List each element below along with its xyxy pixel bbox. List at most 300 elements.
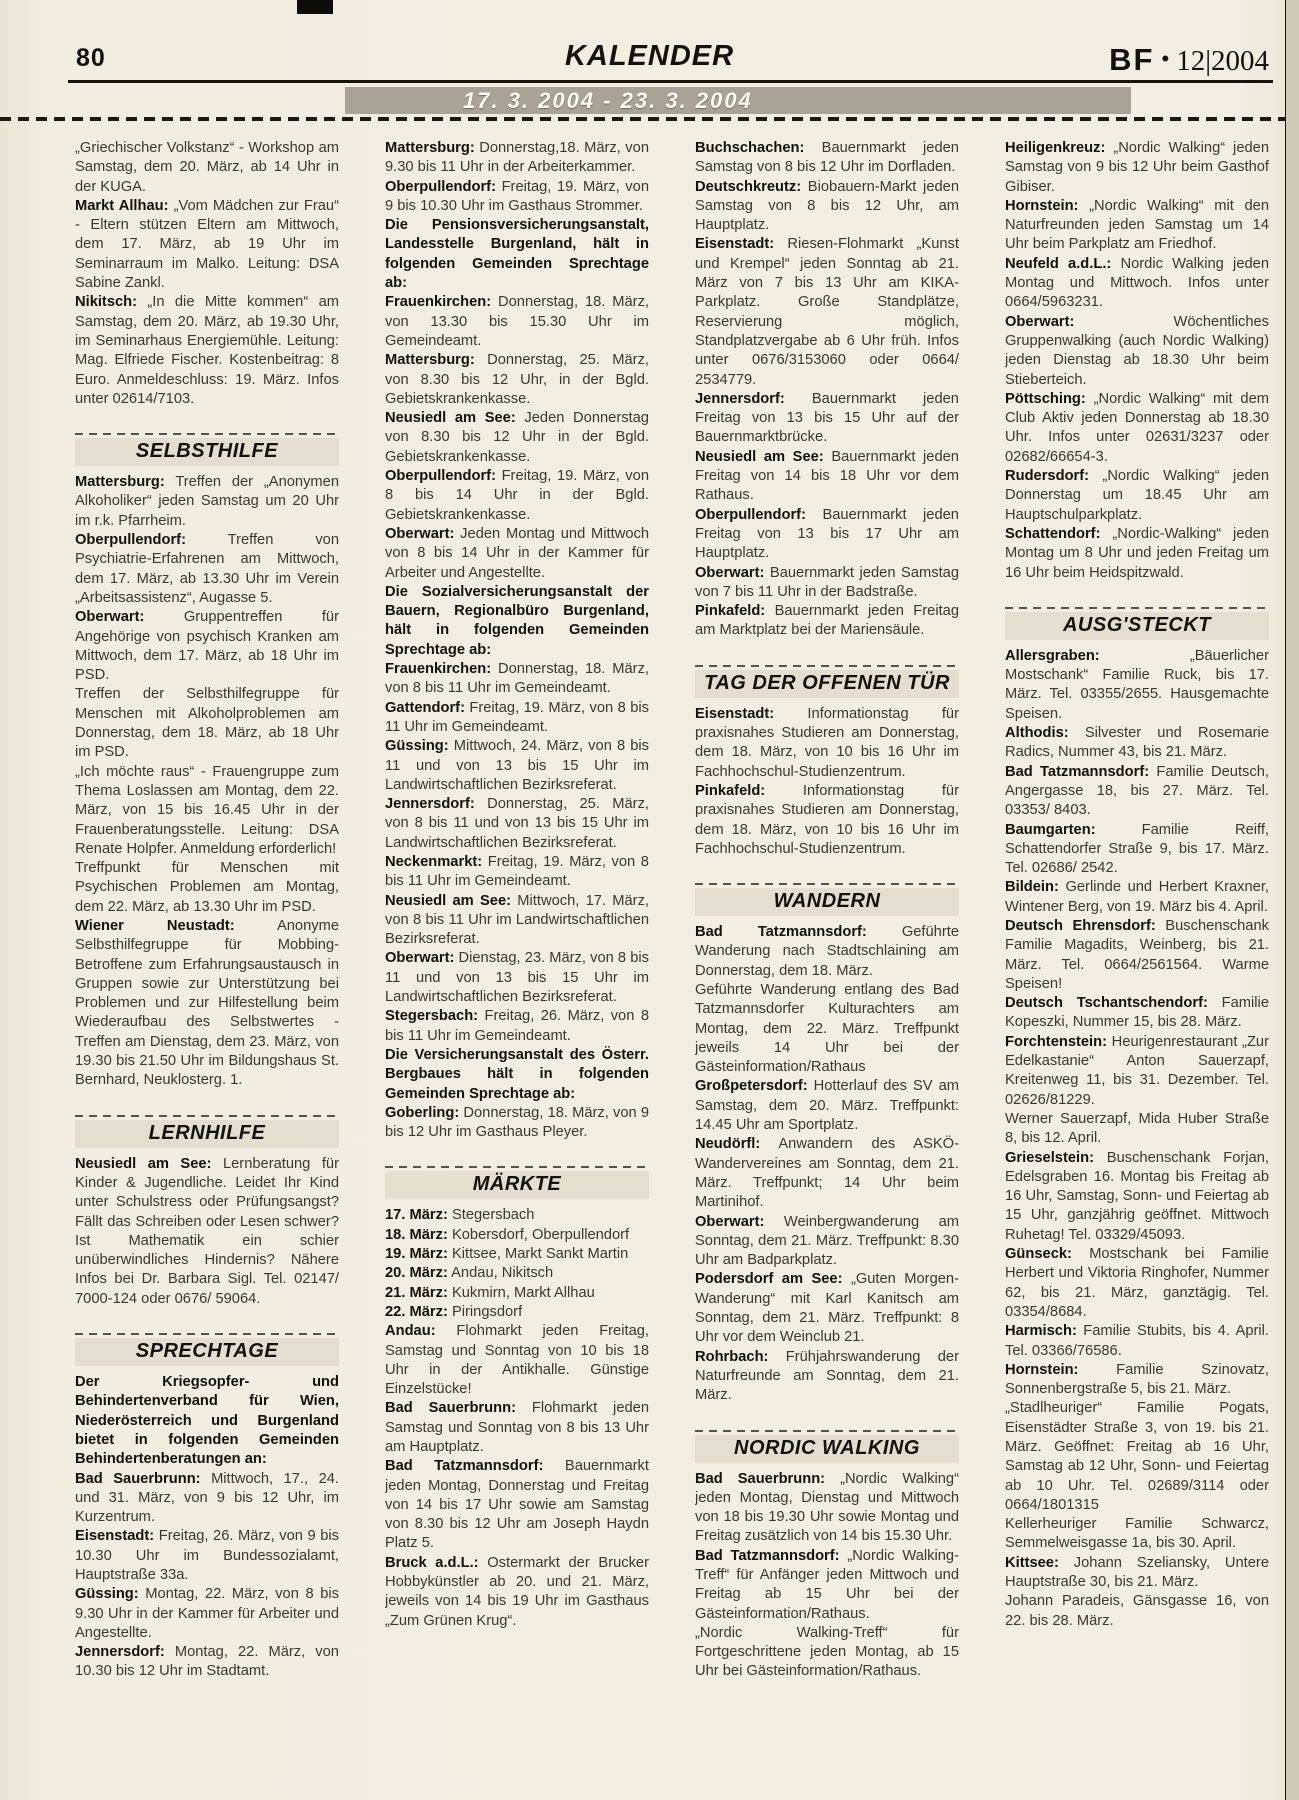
entry-location: Neusiedl am See: [385, 410, 516, 427]
entry-location: Bad Tatzmannsdorf: [695, 924, 867, 941]
entry-location: 20. März: [385, 1265, 448, 1282]
entry-text: Freitag, 19. März, von 8 bis 11 Uhr im Gemeindeamt. [385, 853, 649, 890]
entry-location: Frauenkirchen: [385, 294, 492, 311]
entry-text: „Nordic Walking“ jeden Donnerstag um 18.45 Uhr am Hauptschulparkplatz. [1005, 468, 1269, 523]
calendar-entry [75, 197, 339, 293]
date-range: 17. 3. 2004 - 23. 3. 2004 [463, 88, 753, 113]
entry-location: 22. März: [385, 1303, 448, 1320]
entry-text: Frühjahrswanderung der Naturfreunde am Sonntag, dem 21. März. [695, 1348, 959, 1404]
entry-text: Dienstag, 23. März, von 8 bis 11 und von 13 bis 15 Uhr im Landwirtschaftlichen Bezirksreferat. [385, 950, 649, 1006]
entry-location: Rudersdorf: [1005, 468, 1090, 485]
calendar-entry [695, 139, 959, 178]
entry-location: Wiener Neustadt: [75, 917, 235, 934]
entry-text: Familie Deutsch, Angergasse 18, bis 27. März. Tel. 03353/ 8403. [1005, 763, 1269, 819]
calendar-entry [75, 1643, 339, 1682]
entry-text: Die Sozialversicherungsanstalt der Bauern, Regionalbüro Burgenland, hält in folgenden Gemeinden Sprechtage ab: [385, 583, 649, 658]
calendar-entry [695, 1547, 959, 1624]
calendar-entry [1005, 1149, 1269, 1245]
calendar-entry [695, 1624, 959, 1682]
entry-text: Weinbergwanderung am Sonntag, dem 21. März. Treffpunkt: 8.30 Uhr am Badparkplatz. [695, 1213, 959, 1269]
calendar-entry [695, 782, 959, 859]
entry-text: „Nordic Walking“ mit den Naturfreunden jeden Samstag um 14 Uhr beim Parkplatz am Friedhof. [1005, 197, 1269, 253]
calendar-entry [385, 583, 649, 660]
entry-location: Schattendorf: [1005, 525, 1101, 542]
calendar-entry [385, 1399, 649, 1457]
calendar-entry [1005, 390, 1269, 467]
calendar-entry [1005, 821, 1269, 879]
calendar-entry [1005, 1592, 1269, 1631]
calendar-entry [75, 763, 339, 859]
entry-text: Anonyme Selbsthilfegruppe für Mobbing-Betroffene zum Erfahrungsaustausch in Gruppen sowie zur Unterstützung bei Problemen und zur Hilfestellung beim Wiederaufbau des Selbstwertes - Treffen am Dienstag, dem 23. März, von 19.30 bis 21.50 Uhr im Bildungshaus St. Bernhard, Neuklosterg. 1. [75, 917, 339, 1089]
entry-text: Bauernmarkt jeden Montag, Donnerstag und Freitag von 14 bis 17 Uhr sowie am Samstag von 8.30 bis 12 Uhr am Joseph Haydn Platz 5. [385, 1458, 649, 1552]
calendar-entry [1005, 1554, 1269, 1593]
entry-location: Eisenstadt: [75, 1528, 155, 1545]
entry-text: Die Versicherungsanstalt des Österr. Bergbaues hält in folgenden Gemeinden Sprechtage ab: [385, 1046, 649, 1102]
calendar-entry [1005, 1033, 1269, 1110]
entry-text: Heurigenrestaurant „Zur Edelkastanie“ Anton Sauerzapf, Kreitenweg 11, bis 31. Dezember. Tel. 02626/81229. [1005, 1033, 1269, 1108]
calendar-entry [1005, 878, 1269, 917]
calendar-entry [695, 178, 959, 236]
entry-text: Kobersdorf, Oberpullendorf [451, 1226, 630, 1243]
entry-text: Treffen von Psychiatrie-Erfahrenen am Mittwoch, dem 17. März, ab 13.30 Uhr im Verein „Arbeitsassistenz“, Augasse 5. [75, 532, 339, 606]
calendar-entry [1005, 1361, 1269, 1400]
entry-location: Oberwart: [695, 1213, 765, 1230]
entry-text: Donnerstag, 25. März, von 8 bis 11 und von 13 bis 15 Uhr im Landwirtschaftlichen Bezirksreferat. [385, 796, 649, 851]
entry-text: Geführte Wanderung entlang des Bad Tatzmannsdorfer Kulturachters am Montag, dem 22. März. Treffpunkt jeweils 14 Uhr bei der Gästeinformation/Rathaus [695, 981, 959, 1076]
entry-text: Donnerstag,18. März, von 9.30 bis 11 Uhr in der Arbeiterkammer. [385, 140, 649, 176]
section-heading [695, 1430, 959, 1463]
section-bar [695, 670, 959, 698]
calendar-entry [695, 1270, 959, 1347]
entry-location: Gattendorf: [385, 699, 465, 716]
entry-text: „Nordic Walking-Treff“ für Anfänger jeden Mittwoch und Freitag ab 15 Uhr bei der Gästeinformation/Rathaus. [695, 1547, 959, 1622]
entry-text: Nordic Walking jeden Montag und Mittwoch. Infos unter 0664/5963231. [1005, 255, 1269, 311]
section-title: AUSG'STECKT [1062, 613, 1212, 636]
calendar-entry [385, 139, 649, 178]
calendar-entry [385, 892, 649, 950]
calendar-entry [1005, 197, 1269, 255]
calendar-entry [385, 351, 649, 409]
entry-location: Heiligenkreuz: [1005, 140, 1106, 156]
calendar-entry [385, 467, 649, 525]
entry-text: Familie Stubits, bis 4. April. Tel. 03366/76586. [1005, 1323, 1269, 1359]
entry-text: Freitag, 26. März, von 9 bis 10.30 Uhr im Bundessozialamt, Hauptstraße 33a. [75, 1528, 339, 1583]
entry-text: Piringsdorf [451, 1303, 523, 1320]
entry-location: Großpetersdorf: [695, 1078, 808, 1095]
calendar-entry [695, 602, 959, 641]
text-column [695, 139, 959, 1794]
entry-location: Bad Sauerbrunn: [385, 1400, 516, 1417]
section-heading [75, 1333, 339, 1366]
entry-text: Donnerstag, 18. März, von 9 bis 12 Uhr im Gasthaus Pleyer. [385, 1104, 649, 1141]
entry-text: Mittwoch, 17., 24. und 31. März, von 9 bis 12 Uhr, im Kurzentrum. [75, 1470, 339, 1526]
section-heading [1005, 607, 1269, 640]
entry-location: Bad Tatzmannsdorf: [695, 1547, 840, 1564]
entry-location: Jennersdorf: [75, 1644, 165, 1661]
columns [75, 139, 1271, 1794]
calendar-entry [695, 923, 959, 981]
entry-location: 19. März: [385, 1246, 448, 1263]
calendar-entry [695, 1348, 959, 1406]
entry-location: Hornstein: [1005, 197, 1079, 214]
entry-text: Donnerstag, 25. März, von 8.30 bis 12 Uhr, in der Bgld. Gebietskrankenkasse. [385, 352, 649, 407]
calendar-entry [695, 1077, 959, 1135]
entry-text: Buschenschank Familie Magadits, Weinberg, bis 21. März. Tel. 0664/2561564. Warme Speisen! [1005, 917, 1269, 992]
entry-text: Hotterlauf des SV am Samstag, dem 20. März. Treffpunkt: 14.45 Uhr am Sportplatz. [695, 1078, 959, 1134]
entry-location: Jennersdorf: [695, 390, 785, 407]
entry-text: Treffen der Selbsthilfegruppe für Menschen mit Alkoholproblemen am Donnerstag, dem 18. März, ab 18 Uhr im PSD. [75, 686, 339, 761]
entry-location: Pöttsching: [1005, 390, 1086, 407]
calendar-entry [385, 178, 649, 217]
entry-text: Familie Kopeszki, Nummer 15, bis 28. März. [1005, 995, 1269, 1031]
entry-text: „Vom Mädchen zur Frau“ - Eltern stützen Eltern am Mittwoch, dem 17. März, ab 19 Uhr im Seminarraum im Malko. Leitung: DSA Sabine Zankl. [75, 197, 339, 292]
entry-text: Mittwoch, 24. März, von 8 bis 11 und von 13 bis 15 Uhr im Landwirtschaftlichen Bezirksreferat. [385, 738, 649, 793]
entry-text: Freitag, 19. März, von 9 bis 10.30 Uhr im Gasthaus Strommer. [385, 178, 649, 214]
entry-text: Treffpunkt für Menschen mit Psychischen Problemen am Montag, dem 22. März, ab 13.30 Uhr im PSD. [75, 860, 339, 915]
entry-text: Donnerstag, 18. März, von 8 bis 11 Uhr im Gemeindeamt. [385, 661, 649, 697]
calendar-entry [385, 660, 649, 699]
section-bar [695, 1435, 959, 1463]
entry-text: Bauernmarkt jeden Freitag von 13 bis 17 Uhr am Hauptplatz. [695, 506, 959, 562]
entry-location: Oberpullendorf: [695, 506, 806, 523]
calendar-entry [75, 1585, 339, 1643]
calendar-entry [1005, 139, 1269, 197]
calendar-entry [695, 448, 959, 506]
entry-text: Informationstag für praxisnahes Studieren am Donnerstag, dem 18. März, von 10 bis 16 Uhr im Fachhochschul-Studienzentrum. [695, 705, 959, 780]
entry-location: Allersgraben: [1005, 647, 1100, 664]
entry-text: Jeden Donnerstag von 8.30 bis 12 Uhr in der Bgld. Gebietskrankenkasse. [385, 410, 649, 465]
calendar-entry [1005, 1322, 1269, 1361]
calendar-entry [695, 564, 959, 603]
section-title: LERNHILFE [148, 1121, 266, 1144]
calendar-entry [695, 390, 959, 448]
section-heading [695, 665, 959, 698]
dashed-divider [695, 1430, 959, 1432]
entry-location: Bad Tatzmannsdorf: [1005, 763, 1150, 780]
entry-location: Nikitsch: [75, 294, 138, 311]
entry-location: Pinkafeld: [695, 603, 766, 620]
calendar-entry [695, 1135, 959, 1212]
entry-text: Biobauern-Markt jeden Samstag von 8 bis 12 Uhr, am Hauptplatz. [695, 178, 959, 234]
entry-location: Baumgarten: [1005, 821, 1096, 838]
entry-location: Deutsch Ehrensdorf: [1005, 917, 1156, 934]
entry-text: Lernberatung für Kinder & Jugendliche. Leidet Ihr Kind unter Schulstress oder Prüfungsangst? Fällt das Schreiben oder Lesen schwer? Ist Mathematik ein schier unüberwindliches Hindernis? Nähere Infos bei Dr. Barbara Sigl. Tel. 02147/ 7000-124 oder 0676/ 59064. [75, 1155, 339, 1307]
entry-text: Werner Sauerzapf, Mida Huber Straße 8, bis 12. April. [1005, 1110, 1269, 1147]
page-number: 80 [76, 44, 106, 72]
magazine-brand: BF [1109, 42, 1155, 77]
section-bar [1005, 612, 1269, 640]
entry-text: „Griechischer Volkstanz“ - Workshop am Samstag, dem 20. März, ab 14 Uhr in der KUGA. [75, 140, 339, 195]
calendar-entry [385, 1046, 649, 1104]
entry-location: Neufeld a.d.L.: [1005, 255, 1112, 272]
calendar-entry [385, 1554, 649, 1631]
entry-location: Neusiedl am See: [75, 1155, 212, 1172]
calendar-entry [385, 699, 649, 738]
entry-text: Johann Szeliansky, Untere Hauptstraße 30, bis 21. März. [1005, 1554, 1269, 1591]
entry-location: Hornstein: [1005, 1361, 1079, 1378]
text-column [385, 139, 649, 1794]
entry-location: Kittsee: [1005, 1554, 1059, 1571]
entry-location: Oberwart: [385, 525, 455, 542]
header-rule [68, 80, 1273, 83]
entry-text: Johann Paradeis, Gänsgasse 16, von 22. bis 28. März. [1005, 1593, 1269, 1629]
entry-text: Andau, Nikitsch [451, 1265, 554, 1282]
entry-location: Rohrbach: [695, 1348, 769, 1365]
calendar-entry [385, 1226, 649, 1245]
calendar-entry [1005, 763, 1269, 821]
entry-location: Güssing: [385, 738, 449, 755]
entry-location: Pinkafeld: [695, 782, 766, 799]
page-edge-shade [1286, 0, 1299, 1800]
calendar-entry [75, 1527, 339, 1585]
entry-text: Geführte Wanderung nach Stadtschlaining am Donnerstag, dem 18. März. [695, 924, 959, 979]
entry-location: Mattersburg: [75, 474, 165, 491]
entry-text: Kellerheuriger Familie Schwarcz, Semmelweisgasse 1a, bis 30. April. [1005, 1516, 1269, 1552]
calendar-entry [385, 1284, 649, 1303]
calendar-entry [695, 705, 959, 782]
calendar-entry [1005, 1245, 1269, 1322]
entry-text: Freitag, 19. März, von 8 bis 11 Uhr im Gemeindeamt. [385, 699, 649, 735]
calendar-entry [75, 531, 339, 608]
dashed-divider [75, 1333, 339, 1335]
dashed-divider [695, 883, 959, 885]
entry-location: Jennersdorf: [385, 796, 475, 813]
entry-text: „Ich möchte raus“ - Frauengruppe zum Thema Loslassen am Montag, dem 22. März, von 15 bis 16.45 Uhr in der Frauenberatungsstelle. Leitung: DSA Renate Holpfer. Anmeldung erforderlich! [75, 763, 339, 857]
entry-text: Informationstag für praxisnahes Studieren am Donnerstag, dem 18. März, von 10 bis 16 Uhr im Fachhochschul-Studienzentrum. [695, 782, 959, 857]
text-column [1005, 139, 1269, 1794]
entry-text: Kittsee, Markt Sankt Martin [451, 1246, 629, 1263]
calendar-entry [1005, 1399, 1269, 1515]
section-bar [75, 1120, 339, 1148]
calendar-entry [385, 1245, 649, 1264]
calendar-entry [695, 981, 959, 1077]
entry-text: Bauernmarkt jeden Freitag von 13 bis 15 Uhr auf der Bauernmarktbrücke. [695, 390, 959, 446]
entry-text: Jeden Montag und Mittwoch von 8 bis 14 Uhr in der Kammer für Arbeiter und Angestellte. [385, 525, 649, 581]
entry-text: Familie Reiff, Schattendorfer Straße 9, bis 17. März. Tel. 02686/ 2542. [1005, 821, 1269, 877]
issue-label [1109, 42, 1269, 78]
entry-text: Bauernmarkt jeden Samstag von 7 bis 11 Uhr in der Badstraße. [695, 564, 959, 600]
section-heading [385, 1166, 649, 1199]
calendar-entry [75, 1373, 339, 1469]
scan-artifact [297, 0, 333, 14]
entry-text: „Bäuerlicher Mostschank“ Familie Ruck, bis 17. März. Tel. 03355/2655. Hausgemachte Speisen. [1005, 647, 1269, 722]
calendar-entry [385, 1322, 649, 1399]
calendar-entry [385, 216, 649, 293]
entry-location: Markt Allhau: [75, 197, 169, 214]
section-heading [75, 433, 339, 466]
calendar-entry [1005, 525, 1269, 583]
calendar-entry [695, 1213, 959, 1271]
entry-text: Kukmirn, Markt Allhau [451, 1284, 595, 1301]
entry-text: Bauernmarkt jeden Samstag von 8 bis 12 Uhr im Dorfladen. [695, 140, 959, 176]
entry-location: Oberpullendorf: [75, 532, 186, 549]
entry-location: Forchtenstein: [1005, 1033, 1108, 1050]
section-title: SELBSTHILFE [135, 440, 279, 463]
section-bar [695, 888, 959, 916]
calendar-entry [695, 506, 959, 564]
entry-text: Freitag, 26. März, von 8 bis 11 Uhr im Gemeindeamt. [385, 1008, 649, 1044]
entry-location: Oberpullendorf: [385, 468, 496, 485]
calendar-entry [385, 525, 649, 583]
entry-text: „Nordic Walking“ mit dem Club Aktiv jeden Donnerstag ab 18.30 Uhr. Infos unter 02631/3237 oder 02682/66654-3. [1005, 390, 1269, 465]
entry-text: Donnerstag, 18. März, von 13.30 bis 15.30 Uhr im Gemeindeamt. [385, 294, 649, 349]
entry-text: Montag, 22. März, von 8 bis 9.30 Uhr in der Kammer für Arbeiter und Angestellte. [75, 1586, 339, 1641]
entry-text: „In die Mitte kommen“ am Samstag, dem 20. März, ab 19.30 Uhr, im Seminarhaus Energiemühle. Leitung: Mag. Elfriede Fischer. Kostenbeitrag: 8 Euro. Anmeldeschluss: 19. März. Infos unter 02614/7103. [75, 294, 339, 407]
calendar-entry [1005, 1515, 1269, 1554]
calendar-entry [1005, 1110, 1269, 1149]
entry-text: Familie Szinovatz, Sonnenbergstraße 5, bis 21. März. [1005, 1361, 1269, 1398]
entry-text: Freitag, 19. März, von 8 bis 14 Uhr in der Bgld. Gebietskrankenkasse. [385, 468, 649, 523]
entry-location: 17. März: [385, 1207, 448, 1224]
entry-text: „Stadlheuriger“ Familie Pogats, Eisenstädter Straße 3, von 19. bis 21. März. Geöffnet: Freitag ab 16 Uhr, Samstag ab 12 Uhr, Sonn- und Feiertag ab 10 Uhr. Tel. 02689/3114 oder 0664/1801315 [1005, 1400, 1269, 1513]
calendar-entry [385, 1303, 649, 1322]
calendar-entry [1005, 917, 1269, 994]
entry-location: Neusiedl am See: [385, 892, 512, 909]
section-title: MÄRKTE [472, 1173, 562, 1196]
entry-location: Grieselstein: [1005, 1149, 1094, 1166]
entry-location: Althodis: [1005, 725, 1069, 742]
entry-location: Neudörfl: [695, 1136, 761, 1153]
calendar-entry [385, 1457, 649, 1553]
entry-text: Stegersbach [451, 1207, 535, 1224]
calendar-entry [1005, 313, 1269, 390]
calendar-entry [75, 139, 339, 197]
entry-location: Harmisch: [1005, 1323, 1077, 1340]
calendar-entry [1005, 467, 1269, 525]
calendar-entry [75, 859, 339, 917]
section-bar [75, 1338, 339, 1366]
section-title: WANDERN [773, 890, 881, 913]
calendar-entry [385, 409, 649, 467]
calendar-entry [385, 949, 649, 1007]
calendar-entry [385, 293, 649, 351]
calendar-entry [75, 608, 339, 685]
entry-location: Mattersburg: [385, 352, 475, 369]
dashed-divider [385, 1166, 649, 1168]
entry-text: Ostermarkt der Brucker Hobbykünstler ab 20. und 21. März, jeweils von 14 bis 19 Uhr im Gasthaus „Zum Grünen Krug“. [385, 1554, 649, 1629]
calendar-entry [385, 853, 649, 892]
entry-location: Buchschachen: [695, 140, 805, 156]
entry-location: Oberwart: [385, 950, 455, 967]
entry-text: Mostschank bei Familie Herbert und Viktoria Ringhofer, Nummer 62, bis 21. März, ganztägig. Tel. 03354/8684. [1005, 1246, 1269, 1320]
entry-location: Bruck a.d.L.: [385, 1554, 479, 1571]
calendar-entry [1005, 994, 1269, 1033]
entry-text: Riesen-Flohmarkt „Kunst und Krempel“ jeden Sonntag ab 21. März von 7 bis 13 Uhr am KIKA-Parkplatz. Große Standplätze, Reservierung möglich, Standplatzvergabe ab 6 Uhr früh. Infos unter 0676/3153060 oder 0664/ 2534779. [695, 236, 959, 388]
section-bar [385, 1171, 649, 1199]
entry-text: Silvester und Rosemarie Radics, Nummer 43, bis 21. März. [1005, 725, 1269, 761]
section-heading [75, 1115, 339, 1148]
entry-text: „Guten Morgen-Wanderung“ mit Karl Kanitsch am Sonntag, dem 21. März. Treffpunkt: 8 Uhr vor dem Weinclub 21. [695, 1271, 959, 1346]
dashed-divider [0, 117, 1299, 121]
section-bar [75, 438, 339, 466]
section-title: TAG DER OFFENEN TÜR [704, 671, 950, 694]
entry-location: Podersdorf am See: [695, 1271, 843, 1288]
date-range-band [345, 87, 1131, 114]
entry-location: 21. März: [385, 1284, 448, 1301]
section-heading [695, 883, 959, 916]
entry-text: „Nordic Walking-Treff“ für Fortgeschrittene jeden Montag, ab 15 Uhr bei Gästeinformation/Rathaus. [695, 1624, 959, 1680]
calendar-entry [75, 473, 339, 531]
calendar-entry [385, 795, 649, 853]
calendar-entry [385, 1007, 649, 1046]
entry-text: Montag, 22. März, von 10.30 bis 12 Uhr im Stadtamt. [75, 1644, 339, 1680]
dashed-divider [695, 665, 959, 667]
calendar-entry [695, 235, 959, 389]
entry-location: Eisenstadt: [695, 236, 775, 253]
text-column [75, 139, 339, 1794]
entry-text: „Nordic Walking“ jeden Montag, Dienstag und Mittwoch von 18 bis 19.30 Uhr sowie Montag und Freitag zusätzlich von 14 bis 15.30 Uhr. [695, 1470, 959, 1545]
entry-text: Buschenschank Forjan, Edelsgraben 16. Montag bis Freitag ab 16 Uhr, Samstag, Sonn- und Feiertag ab 15 Uhr, ganzjährig geöffnet. Mittwoch Ruhetag! Tel. 03329/45093. [1005, 1149, 1269, 1243]
entry-location: Bildein: [1005, 879, 1059, 896]
calendar-entry [75, 685, 339, 762]
entry-location: Eisenstadt: [695, 705, 775, 722]
calendar-entry [75, 293, 339, 409]
entry-location: Mattersburg: [385, 140, 475, 156]
entry-location: 18. März: [385, 1226, 448, 1243]
entry-text: Treffen der „Anonymen Alkoholiker“ jeden Samstag um 20 Uhr im r.k. Pfarrheim. [75, 474, 339, 529]
entry-location: Oberwart: [695, 564, 765, 581]
calendar-entry [1005, 647, 1269, 724]
dashed-divider [75, 433, 339, 435]
calendar-entry [695, 1470, 959, 1547]
entry-location: Andau: [385, 1323, 436, 1340]
entry-text: Gerlinde und Herbert Kraxner, Wintener Berg, von 19. März bis 4. April. [1005, 879, 1269, 915]
entry-location: Oberwart: [75, 609, 145, 626]
issue-number: 12|2004 [1176, 45, 1269, 77]
entry-location: Bad Tatzmannsdorf: [385, 1458, 544, 1475]
entry-location: Goberling: [385, 1104, 460, 1121]
calendar-entry [1005, 255, 1269, 313]
entry-location: Bad Sauerbrunn: [695, 1470, 826, 1487]
bullet-separator: • [1161, 46, 1170, 71]
entry-text: Mittwoch, 17. März, von 8 bis 11 Uhr im Landwirtschaftlichen Bezirksreferat. [385, 892, 649, 948]
entry-text: Die Pensionsversicherungsanstalt, Landesstelle Burgenland, hält in folgenden Gemeinden Sprechtage ab: [385, 217, 649, 292]
entry-text: Wöchentliches Gruppenwalking (auch Nordic Walking) jeden Dienstag ab 18.30 Uhr beim Stieberteich. [1005, 313, 1269, 388]
entry-location: Stegersbach: [385, 1008, 479, 1025]
entry-location: Deutsch Tschantschendorf: [1005, 995, 1208, 1012]
entry-text: „Nordic Walking“ jeden Samstag von 9 bis 12 Uhr beim Gasthof Gibiser. [1005, 140, 1269, 195]
calendar-entry [75, 1470, 339, 1528]
calendar-entry [385, 737, 649, 795]
entry-location: Deutschkreutz: [695, 178, 802, 195]
calendar-entry [75, 1155, 339, 1309]
calendar-entry [75, 917, 339, 1091]
entry-location: Bad Sauerbrunn: [75, 1470, 201, 1487]
calendar-entry [385, 1206, 649, 1225]
entry-text: Bauernmarkt jeden Freitag am Marktplatz bei der Mariensäule. [695, 603, 959, 639]
entry-text: Bauernmarkt jeden Freitag von 14 bis 18 Uhr vor dem Rathaus. [695, 448, 959, 504]
entry-location: Oberpullendorf: [385, 178, 496, 195]
entry-location: Güssing: [75, 1586, 139, 1603]
entry-location: Oberwart: [1005, 313, 1075, 330]
entry-text: Flohmarkt jeden Samstag und Sonntag von 8 bis 13 Uhr am Hauptplatz. [385, 1400, 649, 1455]
calendar-entry [385, 1104, 649, 1143]
entry-text: Der Kriegsopfer- und Behindertenverband für Wien, Niederösterreich und Burgenland bietet in folgenden Gemeinden Behindertenberatungen an: [75, 1374, 339, 1468]
page-title: KALENDER [564, 40, 735, 72]
dashed-divider [75, 1115, 339, 1117]
calendar-entry [385, 1264, 649, 1283]
entry-location: Neusiedl am See: [695, 448, 824, 465]
section-title: NORDIC WALKING [734, 1436, 920, 1459]
entry-text: Gruppentreffen für Angehörige von psychisch Kranken am Mittwoch, dem 17. März, ab 18 Uhr im PSD. [75, 609, 339, 684]
entry-text: „Nordic-Walking“ jeden Montag um 8 Uhr und jeden Freitag um 16 Uhr beim Heidspitzwald. [1005, 525, 1269, 581]
entry-location: Neckenmarkt: [385, 853, 483, 870]
section-title: SPRECHTAGE [135, 1340, 279, 1363]
dashed-divider [1005, 607, 1269, 609]
entry-text: Flohmarkt jeden Freitag, Samstag und Sonntag von 10 bis 18 Uhr in der Antikhalle. Günstige Einzelstücke! [385, 1323, 649, 1398]
calendar-entry [1005, 724, 1269, 763]
entry-location: Frauenkirchen: [385, 661, 492, 678]
